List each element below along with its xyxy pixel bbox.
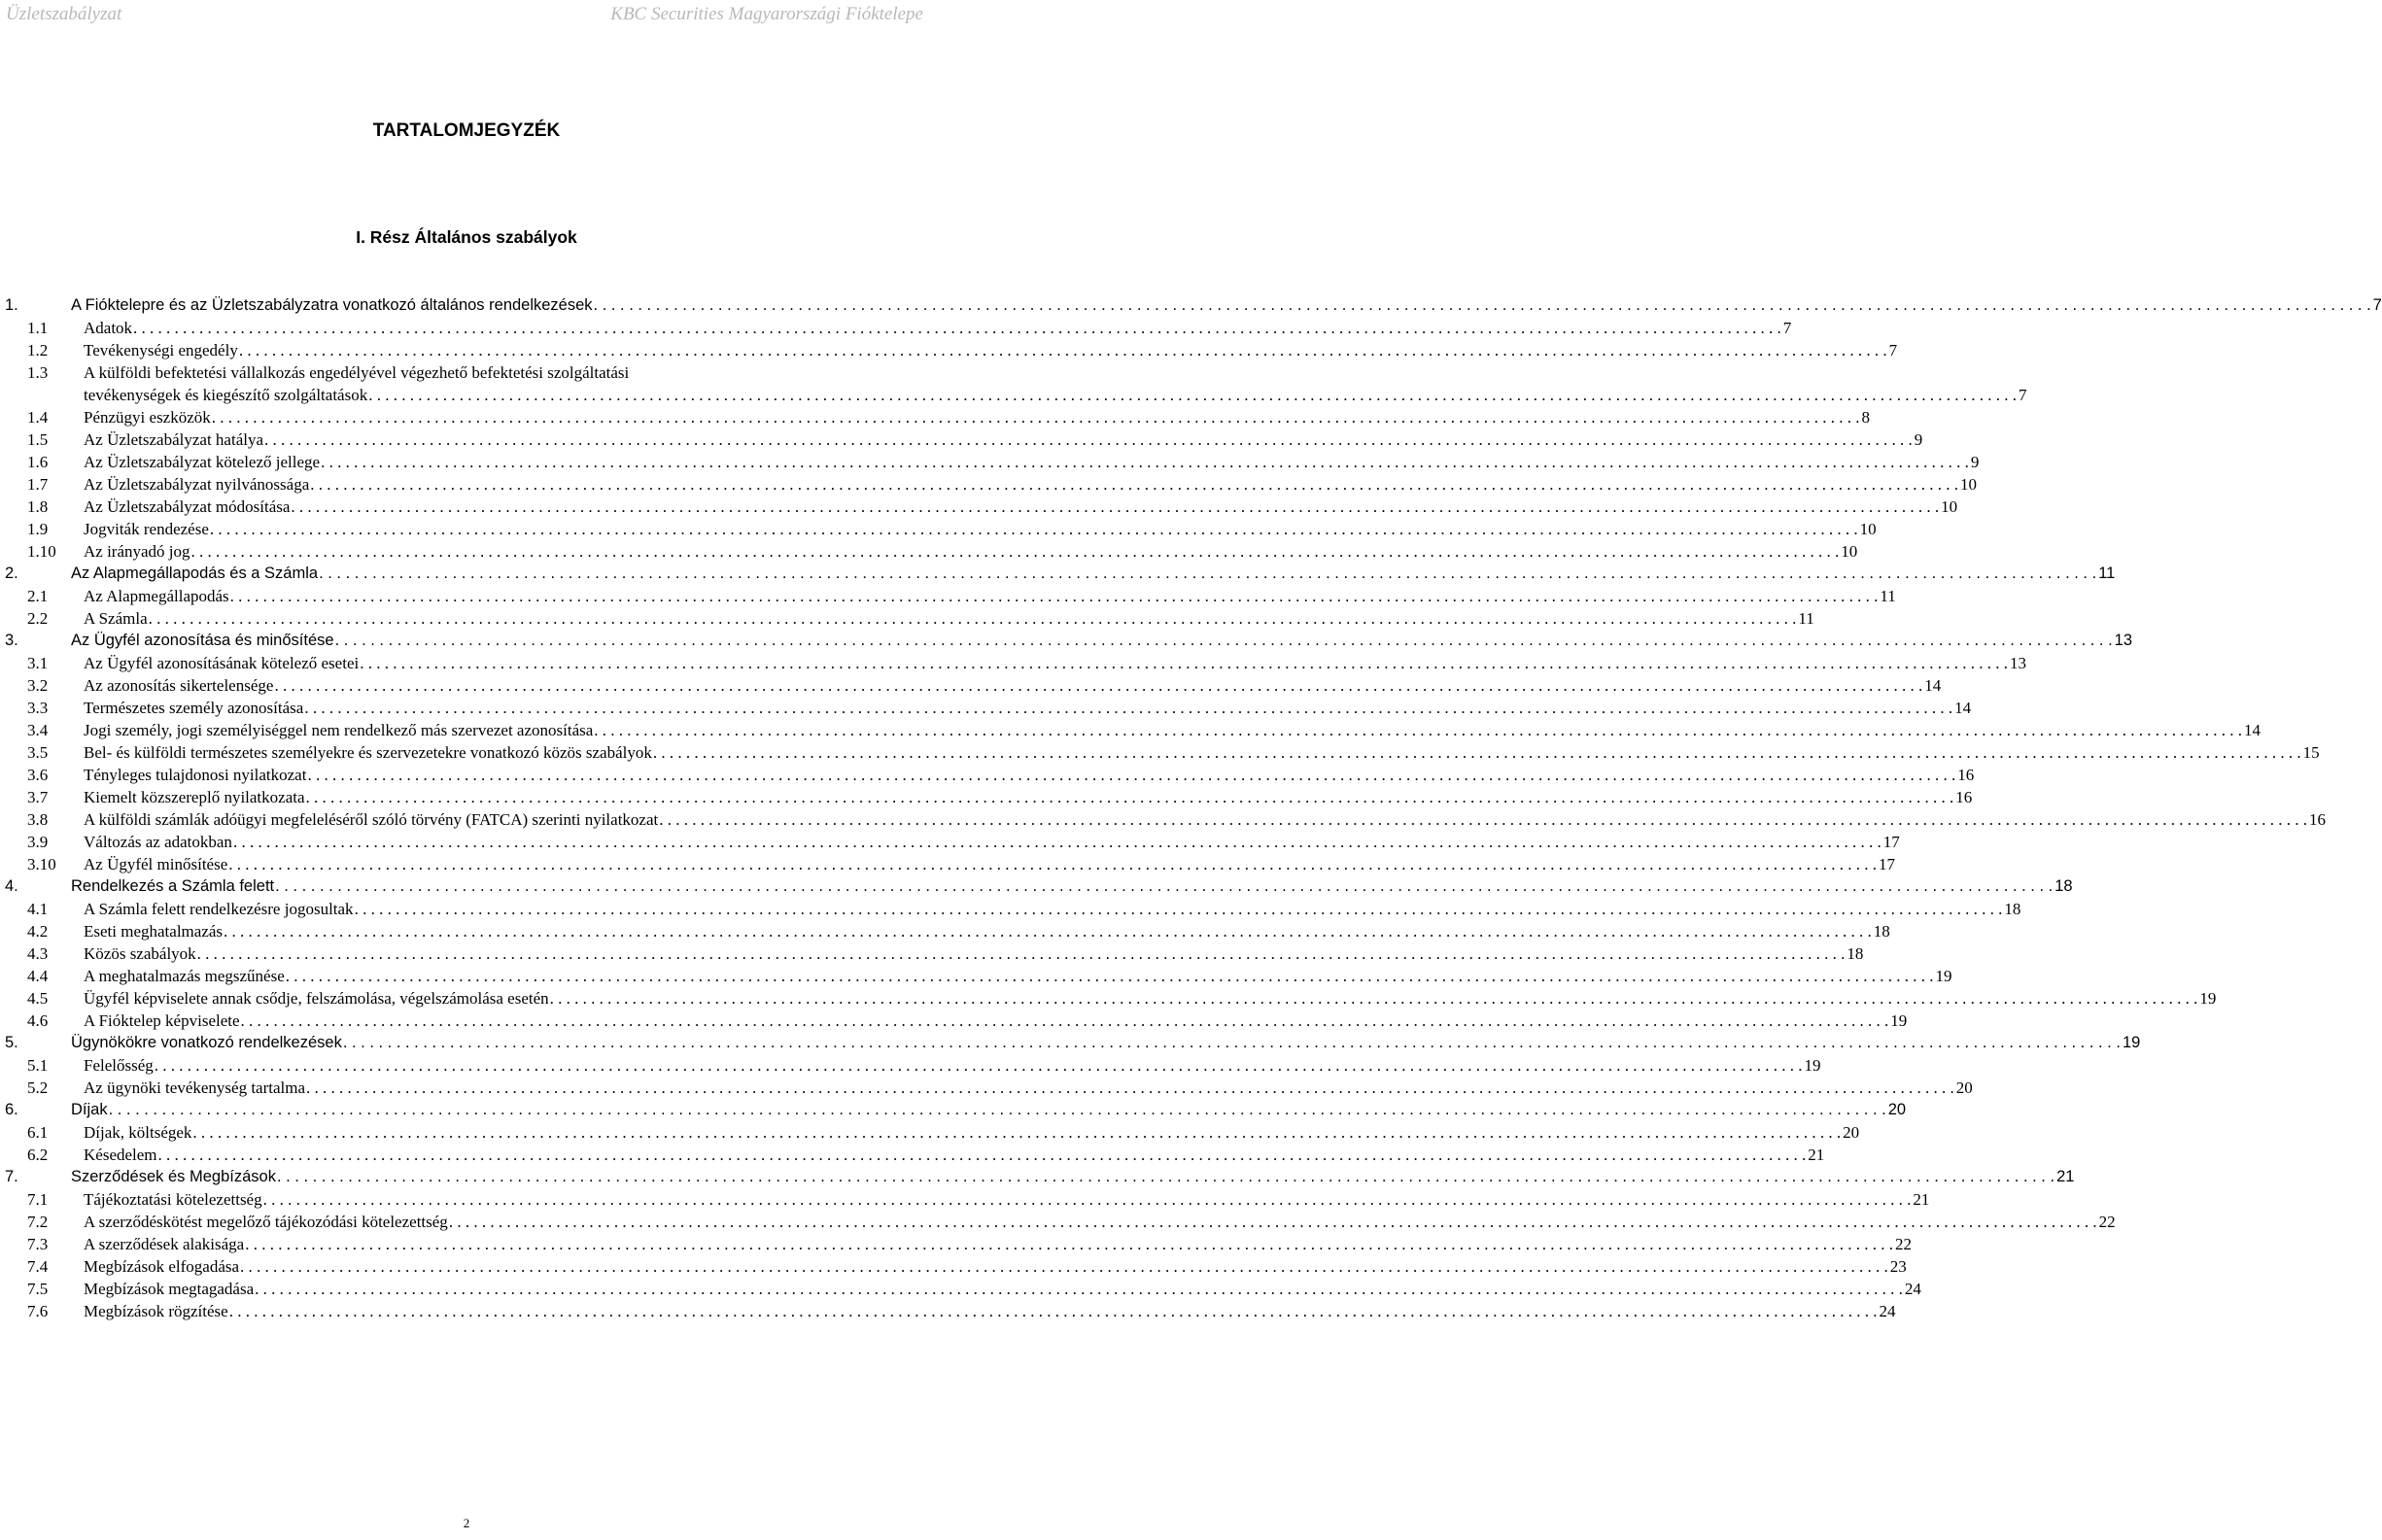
toc-entry-page: 7 <box>2372 296 2382 314</box>
toc-entry-title: Bel- és külföldi természetes személyekre és szervezetekre vonatkozó közös szabályok <box>84 743 652 762</box>
toc-entry-page: 21 <box>2056 1168 2075 1185</box>
toc-dot-leader: . . . . . . . . . . . . . . . . . . . . . . . . . . . . . . . . . . . . . . . . . . . . . . . . . . . . . . . . . . . . . . . . . . . . . . . . . . . . . . . . . . . . . . . . . . . . . . . . . . . . . . . . . . . . . . . . . . . . . . . . . . . . . . . . . . . . . . . . . . . . . . . . . . . . . . . . . . . . . . . . . . . . . . . . . . . . . . . . . . . . . . . . . . . . . . . . . . . . . . . . <box>304 699 1953 717</box>
toc-entry-title: Tevékenységi engedély <box>84 341 238 359</box>
toc-entry[interactable] <box>0 1188 1930 1211</box>
toc-dot-leader: . . . . . . . . . . . . . . . . . . . . . . . . . . . . . . . . . . . . . . . . . . . . . . . . . . . . . . . . . . . . . . . . . . . . . . . . . . . . . . . . . . . . . . . . . . . . . . . . . . . . . . . . . . . . . . . . . . . . . . . . . . . . . . . . . . . . . . . . . . . . . . . . . . . . . . . . . . . . . . . . . . . . . . . . . . . . . . . . . . . . . . . . . . . . . . . . . . . . . . . . <box>224 922 1872 941</box>
toc-dot-leader: . . . . . . . . . . . . . . . . . . . . . . . . . . . . . . . . . . . . . . . . . . . . . . . . . . . . . . . . . . . . . . . . . . . . . . . . . . . . . . . . . . . . . . . . . . . . . . . . . . . . . . . . . . . . . . . . . . . . . . . . . . . . . . . . . . . . . . . . . . . . . . . . . . . . . . . . . . . . . . . . . . . . . . . . . . . . . . . . . . . . . . . . . . . . . . . . . . . . . . . . <box>154 1056 1803 1075</box>
toc-dot-leader: . . . . . . . . . . . . . . . . . . . . . . . . . . . . . . . . . . . . . . . . . . . . . . . . . . . . . . . . . . . . . . . . . . . . . . . . . . . . . . . . . . . . . . . . . . . . . . . . . . . . . . . . . . . . . . . . . . . . . . . . . . . . . . . . . . . . . . . . . . . . . . . . . . . . . . . . . . . . . . . . . . . . . . . . . . . . . . . . . . . . . . . . . . . . . . . . . . . . . . . . <box>245 1235 1893 1253</box>
toc-entry[interactable] <box>0 808 2326 831</box>
toc-entry-number: 4.2 <box>27 922 49 941</box>
toc-dot-leader: . . . . . . . . . . . . . . . . . . . . . . . . . . . . . . . . . . . . . . . . . . . . . . . . . . . . . . . . . . . . . . . . . . . . . . . . . . . . . . . . . . . . . . . . . . . . . . . . . . . . . . . . . . . . . . . . . . . . . . . . . . . . . . . . . . . . . . . . . . . . . . . . . . . . . . . . . . . . . . . . . . . . . . . . . . . . . . . . . . . . . . . . . . . . . . . . . . . . . . . . <box>285 967 1934 985</box>
toc-dot-leader: . . . . . . . . . . . . . . . . . . . . . . . . . . . . . . . . . . . . . . . . . . . . . . . . . . . . . . . . . . . . . . . . . . . . . . . . . . . . . . . . . . . . . . . . . . . . . . . . . . . . . . . . . . . . . . . . . . . . . . . . . . . . . . . . . . . . . . . . . . . . . . . . . . . . . . . . . . . . . . . . . . . . . . . . . . . . . . . . . . . . . . . . . . . . . . . . . . . . . . . . <box>229 587 1879 605</box>
toc-entry[interactable] <box>0 764 1975 786</box>
toc-entry-page: 13 <box>2114 632 2133 649</box>
toc-entry-title: Változás az adatokban <box>84 833 232 851</box>
toc-entry-number: 1. <box>5 296 18 314</box>
toc-entry[interactable] <box>0 965 1952 987</box>
toc-entry-title: Az Ügyfél minősítése <box>84 855 228 873</box>
toc-entry-number: 6.2 <box>27 1146 49 1164</box>
toc-entry-page: 10 <box>1841 542 1858 561</box>
toc-entry[interactable] <box>0 630 2133 652</box>
toc-entry-title: Rendelkezés a Számla felett <box>71 877 275 895</box>
toc-entry[interactable] <box>0 1054 1821 1077</box>
toc-entry-number: 4.4 <box>27 967 49 985</box>
toc-dot-leader: . . . . . . . . . . . . . . . . . . . . . . . . . . . . . . . . . . . . . . . . . . . . . . . . . . . . . . . . . . . . . . . . . . . . . . . . . . . . . . . . . . . . . . . . . . . . . . . . . . . . . . . . . . . . . . . . . . . . . . . . . . . . . . . . . . . . . . . . . . . . . . . . . . . . . . . . . . . . . . . . . . . . . . . . . . . . . . . . . . . . . . . . . . . . . . . . . . . . . . . . <box>368 386 2017 404</box>
toc-entry[interactable] <box>0 518 1877 540</box>
toc-entry[interactable] <box>0 1233 1912 1255</box>
toc-entry[interactable] <box>0 942 1864 965</box>
toc-dot-leader: . . . . . . . . . . . . . . . . . . . . . . . . . . . . . . . . . . . . . . . . . . . . . . . . . . . . . . . . . . . . . . . . . . . . . . . . . . . . . . . . . . . . . . . . . . . . . . . . . . . . . . . . . . . . . . . . . . . . . . . . . . . . . . . . . . . . . . . . . . . . . . . . . . . . . . . . . . . . . . . . . . . . . . . . . . . . . . . . . . . . . . . . . . . . . . . . . . . . . . . . <box>276 1168 2055 1185</box>
toc-entry-page: 21 <box>1913 1190 1930 1209</box>
toc-dot-leader: . . . . . . . . . . . . . . . . . . . . . . . . . . . . . . . . . . . . . . . . . . . . . . . . . . . . . . . . . . . . . . . . . . . . . . . . . . . . . . . . . . . . . . . . . . . . . . . . . . . . . . . . . . . . . . . . . . . . . . . . . . . . . . . . . . . . . . . . . . . . . . . . . . . . . . . . . . . . . . . . . . . . . . . . . . . . . . . . . . . . . . . . . . . . . . . . . . . . . . . . <box>354 900 2003 918</box>
toc-dot-leader: . . . . . . . . . . . . . . . . . . . . . . . . . . . . . . . . . . . . . . . . . . . . . . . . . . . . . . . . . . . . . . . . . . . . . . . . . . . . . . . . . . . . . . . . . . . . . . . . . . . . . . . . . . . . . . . . . . . . . . . . . . . . . . . . . . . . . . . . . . . . . . . . . . . . . . . . . . . . . . . . . . . . . . . . . . . . . . . . . . . . . . . . . . . . . . . . . . . . . . . . <box>274 676 1923 695</box>
toc-entry-number: 3.6 <box>27 766 49 784</box>
toc-dot-leader: . . . . . . . . . . . . . . . . . . . . . . . . . . . . . . . . . . . . . . . . . . . . . . . . . . . . . . . . . . . . . . . . . . . . . . . . . . . . . . . . . . . . . . . . . . . . . . . . . . . . . . . . . . . . . . . . . . . . . . . . . . . . . . . . . . . . . . . . . . . . . . . . . . . . . . . . . . . . . . . . . . . . . . . . . . . . . . . . . . . . . . . . . . . . . . . . . . . . . . . . <box>319 565 2097 582</box>
toc-entry-title: Az azonosítás sikertelensége <box>84 676 274 695</box>
toc-entry-title: Az Üzletszabályzat nyilvánossága <box>84 475 310 494</box>
toc-entry-number: 1.1 <box>27 319 49 337</box>
toc-entry[interactable] <box>0 428 1923 451</box>
toc-entry-title: Az Alapmegállapodás <box>84 587 229 605</box>
toc-entry-page: 22 <box>1894 1235 1912 1253</box>
toc-entry-page: 16 <box>2308 810 2326 829</box>
toc-entry-title: Eseti meghatalmazás <box>84 922 224 941</box>
toc-entry-title: Adatok <box>84 319 133 337</box>
toc-entry-page: 19 <box>1935 967 1952 985</box>
toc-entry-title: A szerződések alakisága <box>84 1235 245 1253</box>
toc-dot-leader: . . . . . . . . . . . . . . . . . . . . . . . . . . . . . . . . . . . . . . . . . . . . . . . . . . . . . . . . . . . . . . . . . . . . . . . . . . . . . . . . . . . . . . . . . . . . . . . . . . . . . . . . . . . . . . . . . . . . . . . . . . . . . . . . . . . . . . . . . . . . . . . . . . . . . . . . . . . . . . . . . . . . . . . . . . . . . . . . . . . . . . . . . . . . . . . . . . . . . . . . <box>342 1034 2121 1051</box>
toc-entry[interactable] <box>0 786 1973 808</box>
toc-entry-title: Az Ügyfél azonosítása és minősítése <box>71 632 334 649</box>
toc-entry-number: 7.3 <box>27 1235 49 1253</box>
toc-entry[interactable] <box>0 1077 1973 1099</box>
toc-entry-page: 9 <box>1914 430 1923 449</box>
toc-entry-title: A Számla <box>84 609 148 628</box>
toc-entry-title: A szerződéskötést megelőző tájékozódási kötelezettség <box>84 1213 448 1231</box>
toc-dot-leader: . . . . . . . . . . . . . . . . . . . . . . . . . . . . . . . . . . . . . . . . . . . . . . . . . . . . . . . . . . . . . . . . . . . . . . . . . . . . . . . . . . . . . . . . . . . . . . . . . . . . . . . . . . . . . . . . . . . . . . . . . . . . . . . . . . . . . . . . . . . . . . . . . . . . . . . . . . . . . . . . . . . . . . . . . . . . . . . . . . . . . . . . . . . . . . . . . . . . . . . . <box>593 296 2371 314</box>
toc-dot-leader: . . . . . . . . . . . . . . . . . . . . . . . . . . . . . . . . . . . . . . . . . . . . . . . . . . . . . . . . . . . . . . . . . . . . . . . . . . . . . . . . . . . . . . . . . . . . . . . . . . . . . . . . . . . . . . . . . . . . . . . . . . . . . . . . . . . . . . . . . . . . . . . . . . . . . . . . . . . . . . . . . . . . . . . . . . . . . . . . . . . . . . . . . . . . . . . . . . . . . . . . <box>209 520 1858 538</box>
toc-entry[interactable] <box>0 719 2261 741</box>
toc-entry-page: 9 <box>1970 453 1980 471</box>
toc-entry-continuation[interactable] <box>0 361 933 384</box>
toc-entry-page: 7 <box>1782 319 1792 337</box>
toc-entry-title: Természetes személy azonosítása <box>84 699 304 717</box>
toc-dot-leader: . . . . . . . . . . . . . . . . . . . . . . . . . . . . . . . . . . . . . . . . . . . . . . . . . . . . . . . . . . . . . . . . . . . . . . . . . . . . . . . . . . . . . . . . . . . . . . . . . . . . . . . . . . . . . . . . . . . . . . . . . . . . . . . . . . . . . . . . . . . . . . . . . . . . . . . . . . . . . . . . . . . . . . . . . . . . . . . . . . . . . . . . . . . . . . . . . . . . . . . . <box>148 609 1797 628</box>
toc-entry-page: 18 <box>1847 944 1864 963</box>
toc-entry-title: A külföldi számlák adóügyi megfeleléséről szóló törvény (FATCA) szerinti nyilatkozat <box>84 810 659 829</box>
toc-dot-leader: . . . . . . . . . . . . . . . . . . . . . . . . . . . . . . . . . . . . . . . . . . . . . . . . . . . . . . . . . . . . . . . . . . . . . . . . . . . . . . . . . . . . . . . . . . . . . . . . . . . . . . . . . . . . . . . . . . . . . . . . . . . . . . . . . . . . . . . . . . . . . . . . . . . . . . . . . . . . . . . . . . . . . . . . . . . . . . . . . . . . . . . . . . . . . . . . . . . . . . . . <box>238 341 1887 359</box>
toc-entry[interactable] <box>0 1300 1896 1322</box>
toc-entry-number: 5.1 <box>27 1056 49 1075</box>
toc-entry-title: Díjak, költségek <box>84 1123 192 1142</box>
toc-entry-number: 6.1 <box>27 1123 49 1142</box>
toc-dot-leader: . . . . . . . . . . . . . . . . . . . . . . . . . . . . . . . . . . . . . . . . . . . . . . . . . . . . . . . . . . . . . . . . . . . . . . . . . . . . . . . . . . . . . . . . . . . . . . . . . . . . . . . . . . . . . . . . . . . . . . . . . . . . . . . . . . . . . . . . . . . . . . . . . . . . . . . . . . . . . . . . . . . . . . . . . . . . . . . . . . . . . . . . . . . . . . . . . . . . . . . . <box>652 743 2301 762</box>
toc-entry-page: 7 <box>1888 341 1898 359</box>
toc-entry-page: 23 <box>1889 1257 1907 1276</box>
toc-entry-number: 7.1 <box>27 1190 49 1209</box>
running-header <box>6 4 923 25</box>
toc-entry-number: 3.1 <box>27 654 49 672</box>
toc-entry-title: A Fióktelepre és az Üzletszabályzatra vonatkozó általános rendelkezések <box>71 296 593 314</box>
toc-entry[interactable] <box>0 831 1900 853</box>
toc-entry-title: Kiemelt közszereplő nyilatkozata <box>84 788 305 806</box>
toc-entry-title: A Számla felett rendelkezésre jogosultak <box>84 900 354 918</box>
toc-entry-number: 1.6 <box>27 453 49 471</box>
toc-entry-page: 11 <box>1880 587 1896 605</box>
toc-entry-page: 22 <box>2098 1213 2116 1231</box>
toc-entry-page: 19 <box>2199 989 2217 1008</box>
toc-dot-leader: . . . . . . . . . . . . . . . . . . . . . . . . . . . . . . . . . . . . . . . . . . . . . . . . . . . . . . . . . . . . . . . . . . . . . . . . . . . . . . . . . . . . . . . . . . . . . . . . . . . . . . . . . . . . . . . . . . . . . . . . . . . . . . . . . . . . . . . . . . . . . . . . . . . . . . . . . . . . . . . . . . . . . . . . . . . . . . . . . . . . . . . . . . . . . . . . . . . . . . . . <box>448 1213 2097 1231</box>
page-number: 2 <box>463 1516 470 1530</box>
toc-entry[interactable] <box>0 898 2021 920</box>
toc-entry-number: 3. <box>5 632 18 649</box>
toc-entry-page: 17 <box>1879 855 1895 873</box>
toc-entry-number: 4.3 <box>27 944 49 963</box>
toc-entry-title: Az Üzletszabályzat módosítása <box>84 497 291 516</box>
toc-dot-leader: . . . . . . . . . . . . . . . . . . . . . . . . . . . . . . . . . . . . . . . . . . . . . . . . . . . . . . . . . . . . . . . . . . . . . . . . . . . . . . . . . . . . . . . . . . . . . . . . . . . . . . . . . . . . . . . . . . . . . . . . . . . . . . . . . . . . . . . . . . . . . . . . . . . . . . . . . . . . . . . . . . . . . . . . . . . . . . . . . . . . . . . . . . . . . . . . . . . . . . . . <box>310 475 1958 494</box>
toc-entry[interactable] <box>0 674 1942 697</box>
toc-entry-number: 1.3 <box>27 363 49 382</box>
toc-entry-page: 14 <box>1954 699 1972 717</box>
toc-entry[interactable] <box>0 451 1980 473</box>
toc-entry-number: 4.5 <box>27 989 49 1008</box>
toc-entry-number: 1.5 <box>27 430 49 449</box>
toc-dot-leader: . . . . . . . . . . . . . . . . . . . . . . . . . . . . . . . . . . . . . . . . . . . . . . . . . . . . . . . . . . . . . . . . . . . . . . . . . . . . . . . . . . . . . . . . . . . . . . . . . . . . . . . . . . . . . . . . . . . . . . . . . . . . . . . . . . . . . . . . . . . . . . . . . . . . . . . . . . . . . . . . . . . . . . . . . . . . . . . . . . . . . . . . . . . . . . . . . . . . . . . . <box>264 430 1913 449</box>
toc-entry-number: 3.2 <box>27 676 49 695</box>
toc-entry-number: 1.4 <box>27 408 49 427</box>
toc-entry-number: 3.10 <box>27 855 56 873</box>
toc-entry-page: 24 <box>1879 1302 1896 1320</box>
toc-entry-page: 18 <box>1873 922 1890 941</box>
toc-entry-page: 18 <box>2054 877 2073 895</box>
toc-dot-leader: . . . . . . . . . . . . . . . . . . . . . . . . . . . . . . . . . . . . . . . . . . . . . . . . . . . . . . . . . . . . . . . . . . . . . . . . . . . . . . . . . . . . . . . . . . . . . . . . . . . . . . . . . . . . . . . . . . . . . . . . . . . . . . . . . . . . . . . . . . . . . . . . . . . . . . . . . . . . . . . . . . . . . . . . . . . . . . . . . . . . . . . . . . . . . . . . . . . . . . . . <box>240 1257 1888 1276</box>
toc-entry-number: 6. <box>5 1101 18 1118</box>
toc-entry[interactable] <box>0 1255 1907 1278</box>
toc-entry-title: Közös szabályok <box>84 944 196 963</box>
toc-dot-leader: . . . . . . . . . . . . . . . . . . . . . . . . . . . . . . . . . . . . . . . . . . . . . . . . . . . . . . . . . . . . . . . . . . . . . . . . . . . . . . . . . . . . . . . . . . . . . . . . . . . . . . . . . . . . . . . . . . . . . . . . . . . . . . . . . . . . . . . . . . . . . . . . . . . . . . . . . . . . . . . . . . . . . . . . . . . . . . . . . . . . . . . . . . . . . . . . . . . . . . . . <box>275 877 2054 895</box>
toc-entry-title: Az ügynöki tevékenység tartalma <box>84 1078 306 1097</box>
toc-entry-number: 3.3 <box>27 699 49 717</box>
toc-entry[interactable] <box>0 652 2026 674</box>
toc-entry-page: 10 <box>1960 475 1977 494</box>
toc-entry-title: Az Üzletszabályzat kötelező jellege <box>84 453 321 471</box>
toc-entry[interactable] <box>0 875 2073 898</box>
toc-dot-leader: . . . . . . . . . . . . . . . . . . . . . . . . . . . . . . . . . . . . . . . . . . . . . . . . . . . . . . . . . . . . . . . . . . . . . . . . . . . . . . . . . . . . . . . . . . . . . . . . . . . . . . . . . . . . . . . . . . . . . . . . . . . . . . . . . . . . . . . . . . . . . . . . . . . . . . . . . . . . . . . . . . . . . . . . . . . . . . . . . . . . . . . . . . . . . . . . . . . . . . . . <box>334 632 2113 649</box>
toc-dot-leader: . . . . . . . . . . . . . . . . . . . . . . . . . . . . . . . . . . . . . . . . . . . . . . . . . . . . . . . . . . . . . . . . . . . . . . . . . . . . . . . . . . . . . . . . . . . . . . . . . . . . . . . . . . . . . . . . . . . . . . . . . . . . . . . . . . . . . . . . . . . . . . . . . . . . . . . . . . . . . . . . . . . . . . . . . . . . . . . . . . . . . . . . . . . . . . . . . . . . . . . . <box>255 1280 1903 1298</box>
toc-entry-title: Megbízások elfogadása <box>84 1257 240 1276</box>
toc-entry-title: Tényleges tulajdonosi nyilatkozat <box>84 766 307 784</box>
toc-dot-leader: . . . . . . . . . . . . . . . . . . . . . . . . . . . . . . . . . . . . . . . . . . . . . . . . . . . . . . . . . . . . . . . . . . . . . . . . . . . . . . . . . . . . . . . . . . . . . . . . . . . . . . . . . . . . . . . . . . . . . . . . . . . . . . . . . . . . . . . . . . . . . . . . . . . . . . . . . . . . . . . . . . . . . . . . . . . . . . . . . . . . . . . . . . . . . . . . . . . . . . . . <box>305 788 1954 806</box>
toc-entry-title: Pénzügyi eszközök <box>84 408 211 427</box>
toc-entry[interactable] <box>0 853 1895 875</box>
toc-entry-number: 4.6 <box>27 1011 49 1030</box>
toc-dot-leader: . . . . . . . . . . . . . . . . . . . . . . . . . . . . . . . . . . . . . . . . . . . . . . . . . . . . . . . . . . . . . . . . . . . . . . . . . . . . . . . . . . . . . . . . . . . . . . . . . . . . . . . . . . . . . . . . . . . . . . . . . . . . . . . . . . . . . . . . . . . . . . . . . . . . . . . . . . . . . . . . . . . . . . . . . . . . . . . . . . . . . . . . . . . . . . . . . . . . . . . . <box>211 408 1860 427</box>
part-title: I. Rész Általános szabályok <box>356 227 577 247</box>
toc-entry[interactable] <box>0 317 1792 339</box>
toc-entry-page: 16 <box>1955 788 1973 806</box>
toc-entry-number: 1.2 <box>27 341 49 359</box>
toc-entry-title: A meghatalmazás megszűnése <box>84 967 285 985</box>
toc-dot-leader: . . . . . . . . . . . . . . . . . . . . . . . . . . . . . . . . . . . . . . . . . . . . . . . . . . . . . . . . . . . . . . . . . . . . . . . . . . . . . . . . . . . . . . . . . . . . . . . . . . . . . . . . . . . . . . . . . . . . . . . . . . . . . . . . . . . . . . . . . . . . . . . . . . . . . . . . . . . . . . . . . . . . . . . . . . . . . . . . . . . . . . . . . . . . . . . . . . . . . . . . <box>321 453 1969 471</box>
toc-entry[interactable] <box>0 339 1898 361</box>
toc-entry[interactable] <box>0 920 1890 942</box>
toc-entry-page: 8 <box>1861 408 1871 427</box>
toc-entry-page: 13 <box>2009 654 2026 672</box>
toc-entry-number: 4. <box>5 877 18 895</box>
toc-entry[interactable] <box>0 1211 2116 1233</box>
toc-entry-page: 20 <box>1843 1123 1860 1142</box>
toc-entry-page: 21 <box>1808 1146 1825 1164</box>
toc-entry-number: 2. <box>5 565 18 582</box>
toc-entry-title: tevékenységek és kiegészítő szolgáltatások <box>84 386 368 404</box>
toc-entry[interactable] <box>0 540 1858 563</box>
toc-entry[interactable] <box>0 294 2382 317</box>
toc-entry[interactable] <box>0 1278 1921 1300</box>
toc-entry[interactable] <box>0 496 1958 518</box>
toc-entry-number: 7.5 <box>27 1280 49 1298</box>
toc-entry-title: Ügynökökre vonatkozó rendelkezések <box>71 1034 342 1051</box>
toc-entry[interactable] <box>0 697 1972 719</box>
toc-dot-leader: . . . . . . . . . . . . . . . . . . . . . . . . . . . . . . . . . . . . . . . . . . . . . . . . . . . . . . . . . . . . . . . . . . . . . . . . . . . . . . . . . . . . . . . . . . . . . . . . . . . . . . . . . . . . . . . . . . . . . . . . . . . . . . . . . . . . . . . . . . . . . . . . . . . . . . . . . . . . . . . . . . . . . . . . . . . . . . . . . . . . . . . . . . . . . . . . . . . . . . . . <box>190 542 1840 561</box>
toc-entry-title: Tájékoztatási kötelezettség <box>84 1190 262 1209</box>
toc-dot-leader: . . . . . . . . . . . . . . . . . . . . . . . . . . . . . . . . . . . . . . . . . . . . . . . . . . . . . . . . . . . . . . . . . . . . . . . . . . . . . . . . . . . . . . . . . . . . . . . . . . . . . . . . . . . . . . . . . . . . . . . . . . . . . . . . . . . . . . . . . . . . . . . . . . . . . . . . . . . . . . . . . . . . . . . . . . . . . . . . . . . . . . . . . . . . . . . . . . . . . . . . <box>228 1302 1878 1320</box>
toc-entry-number: 3.5 <box>27 743 49 762</box>
toc-entry-number: 1.10 <box>27 542 56 561</box>
toc-entry-page: 19 <box>1804 1056 1821 1075</box>
toc-entry[interactable] <box>0 384 2027 406</box>
toc-entry-page: 16 <box>1957 766 1975 784</box>
toc-entry-title: Felelősség <box>84 1056 154 1075</box>
toc-entry-number: 4.1 <box>27 900 49 918</box>
toc-entry-page: 20 <box>1955 1078 1973 1097</box>
toc-entry-page: 15 <box>2302 743 2320 762</box>
toc-entry-page: 14 <box>1924 676 1942 695</box>
toc-entry-number: 1.7 <box>27 475 49 494</box>
toc-dot-leader: . . . . . . . . . . . . . . . . . . . . . . . . . . . . . . . . . . . . . . . . . . . . . . . . . . . . . . . . . . . . . . . . . . . . . . . . . . . . . . . . . . . . . . . . . . . . . . . . . . . . . . . . . . . . . . . . . . . . . . . . . . . . . . . . . . . . . . . . . . . . . . . . . . . . . . . . . . . . . . . . . . . . . . . . . . . . . . . . . . . . . . . . . . . . . . . . . . . . . . . . <box>360 654 2008 672</box>
toc-entry-number: 7.6 <box>27 1302 49 1320</box>
toc-dot-leader: . . . . . . . . . . . . . . . . . . . . . . . . . . . . . . . . . . . . . . . . . . . . . . . . . . . . . . . . . . . . . . . . . . . . . . . . . . . . . . . . . . . . . . . . . . . . . . . . . . . . . . . . . . . . . . . . . . . . . . . . . . . . . . . . . . . . . . . . . . . . . . . . . . . . . . . . . . . . . . . . . . . . . . . . . . . . . . . . . . . . . . . . . . . . . . . . . . . . . . . . <box>306 1078 1954 1097</box>
toc-dot-leader: . . . . . . . . . . . . . . . . . . . . . . . . . . . . . . . . . . . . . . . . . . . . . . . . . . . . . . . . . . . . . . . . . . . . . . . . . . . . . . . . . . . . . . . . . . . . . . . . . . . . . . . . . . . . . . . . . . . . . . . . . . . . . . . . . . . . . . . . . . . . . . . . . . . . . . . . . . . . . . . . . . . . . . . . . . . . . . . . . . . . . . . . . . . . . . . . . . . . . . . . <box>157 1146 1807 1164</box>
toc-entry-number: 3.9 <box>27 833 49 851</box>
toc-dot-leader: . . . . . . . . . . . . . . . . . . . . . . . . . . . . . . . . . . . . . . . . . . . . . . . . . . . . . . . . . . . . . . . . . . . . . . . . . . . . . . . . . . . . . . . . . . . . . . . . . . . . . . . . . . . . . . . . . . . . . . . . . . . . . . . . . . . . . . . . . . . . . . . . . . . . . . . . . . . . . . . . . . . . . . . . . . . . . . . . . . . . . . . . . . . . . . . . . . . . . . . . <box>594 721 2243 739</box>
toc-entry[interactable] <box>0 1032 2141 1054</box>
toc-entry[interactable] <box>0 406 1871 428</box>
toc-dot-leader: . . . . . . . . . . . . . . . . . . . . . . . . . . . . . . . . . . . . . . . . . . . . . . . . . . . . . . . . . . . . . . . . . . . . . . . . . . . . . . . . . . . . . . . . . . . . . . . . . . . . . . . . . . . . . . . . . . . . . . . . . . . . . . . . . . . . . . . . . . . . . . . . . . . . . . . . . . . . . . . . . . . . . . . . . . . . . . . . . . . . . . . . . . . . . . . . . . . . . . . . <box>108 1101 1886 1118</box>
toc-entry-number: 5. <box>5 1034 18 1051</box>
toc-entry-title: Szerződések és Megbízások <box>71 1168 276 1185</box>
toc-entry[interactable] <box>0 585 1896 607</box>
toc-entry-page: 20 <box>1887 1101 1907 1118</box>
toc-title: TARTALOMJEGYZÉK <box>372 120 561 141</box>
toc-entry-title: A Fióktelep képviselete <box>84 1011 240 1030</box>
header-company-name: KBC Securities Magyarországi Fióktelepe <box>610 4 923 24</box>
toc-entry-number: 7.4 <box>27 1257 49 1276</box>
toc-entry[interactable] <box>0 1121 1860 1144</box>
toc-dot-leader: . . . . . . . . . . . . . . . . . . . . . . . . . . . . . . . . . . . . . . . . . . . . . . . . . . . . . . . . . . . . . . . . . . . . . . . . . . . . . . . . . . . . . . . . . . . . . . . . . . . . . . . . . . . . . . . . . . . . . . . . . . . . . . . . . . . . . . . . . . . . . . . . . . . . . . . . . . . . . . . . . . . . . . . . . . . . . . . . . . . . . . . . . . . . . . . . . . . . . . . . <box>659 810 2307 829</box>
toc-entry-page: 19 <box>2122 1034 2141 1051</box>
toc-entry-page: 14 <box>2244 721 2261 739</box>
toc-entry-title: Jogi személy, jogi személyiséggel nem rendelkező más szervezet azonosítása <box>84 721 594 739</box>
toc-dot-leader: . . . . . . . . . . . . . . . . . . . . . . . . . . . . . . . . . . . . . . . . . . . . . . . . . . . . . . . . . . . . . . . . . . . . . . . . . . . . . . . . . . . . . . . . . . . . . . . . . . . . . . . . . . . . . . . . . . . . . . . . . . . . . . . . . . . . . . . . . . . . . . . . . . . . . . . . . . . . . . . . . . . . . . . . . . . . . . . . . . . . . . . . . . . . . . . . . . . . . . . . <box>192 1123 1842 1142</box>
toc-entry-title: Az Ügyfél azonosításának kötelező esetei <box>84 654 360 672</box>
toc-entry[interactable] <box>0 1166 2075 1188</box>
toc-entry-page: 11 <box>2098 565 2116 582</box>
toc-entry-title: Az Alapmegállapodás és a Számla <box>71 565 319 582</box>
toc-entry[interactable] <box>0 607 1814 630</box>
toc-entry-page: 24 <box>1904 1280 1921 1298</box>
toc-entry-title: Az Üzletszabályzat hatálya <box>84 430 264 449</box>
toc-dot-leader: . . . . . . . . . . . . . . . . . . . . . . . . . . . . . . . . . . . . . . . . . . . . . . . . . . . . . . . . . . . . . . . . . . . . . . . . . . . . . . . . . . . . . . . . . . . . . . . . . . . . . . . . . . . . . . . . . . . . . . . . . . . . . . . . . . . . . . . . . . . . . . . . . . . . . . . . . . . . . . . . . . . . . . . . . . . . . . . . . . . . . . . . . . . . . . . . . . . . . . . . <box>307 766 1956 784</box>
toc-entry-title: Jogviták rendezése <box>84 520 209 538</box>
toc-entry-number: 1.8 <box>27 497 49 516</box>
toc-entry-page: 10 <box>1859 520 1877 538</box>
toc-entry-page: 18 <box>2004 900 2021 918</box>
toc-entry-number: 3.4 <box>27 721 49 739</box>
toc-entry[interactable] <box>0 741 2320 764</box>
toc-entry-number: 5.2 <box>27 1078 49 1097</box>
toc-entry-number: 3.8 <box>27 810 49 829</box>
toc-dot-leader: . . . . . . . . . . . . . . . . . . . . . . . . . . . . . . . . . . . . . . . . . . . . . . . . . . . . . . . . . . . . . . . . . . . . . . . . . . . . . . . . . . . . . . . . . . . . . . . . . . . . . . . . . . . . . . . . . . . . . . . . . . . . . . . . . . . . . . . . . . . . . . . . . . . . . . . . . . . . . . . . . . . . . . . . . . . . . . . . . . . . . . . . . . . . . . . . . . . . . . . . <box>291 497 1940 516</box>
toc-entry-title: Megbízások megtagadása <box>84 1280 255 1298</box>
toc-entry-title: Megbízások rögzítése <box>84 1302 228 1320</box>
toc-entry[interactable] <box>0 1144 1825 1166</box>
toc-dot-leader: . . . . . . . . . . . . . . . . . . . . . . . . . . . . . . . . . . . . . . . . . . . . . . . . . . . . . . . . . . . . . . . . . . . . . . . . . . . . . . . . . . . . . . . . . . . . . . . . . . . . . . . . . . . . . . . . . . . . . . . . . . . . . . . . . . . . . . . . . . . . . . . . . . . . . . . . . . . . . . . . . . . . . . . . . . . . . . . . . . . . . . . . . . . . . . . . . . . . . . . . <box>549 989 2198 1008</box>
toc-entry[interactable] <box>0 987 2217 1010</box>
toc-entry-number: 3.7 <box>27 788 49 806</box>
toc-entry-number: 1.9 <box>27 520 49 538</box>
toc-entry[interactable] <box>0 473 1977 496</box>
toc-dot-leader: . . . . . . . . . . . . . . . . . . . . . . . . . . . . . . . . . . . . . . . . . . . . . . . . . . . . . . . . . . . . . . . . . . . . . . . . . . . . . . . . . . . . . . . . . . . . . . . . . . . . . . . . . . . . . . . . . . . . . . . . . . . . . . . . . . . . . . . . . . . . . . . . . . . . . . . . . . . . . . . . . . . . . . . . . . . . . . . . . . . . . . . . . . . . . . . . . . . . . . . . <box>228 855 1877 873</box>
toc-dot-leader: . . . . . . . . . . . . . . . . . . . . . . . . . . . . . . . . . . . . . . . . . . . . . . . . . . . . . . . . . . . . . . . . . . . . . . . . . . . . . . . . . . . . . . . . . . . . . . . . . . . . . . . . . . . . . . . . . . . . . . . . . . . . . . . . . . . . . . . . . . . . . . . . . . . . . . . . . . . . . . . . . . . . . . . . . . . . . . . . . . . . . . . . . . . . . . . . . . . . . . . . <box>196 944 1846 963</box>
table-of-contents <box>0 294 2382 1322</box>
header-document-name: Üzletszabályzat <box>6 4 122 24</box>
toc-dot-leader: . . . . . . . . . . . . . . . . . . . . . . . . . . . . . . . . . . . . . . . . . . . . . . . . . . . . . . . . . . . . . . . . . . . . . . . . . . . . . . . . . . . . . . . . . . . . . . . . . . . . . . . . . . . . . . . . . . . . . . . . . . . . . . . . . . . . . . . . . . . . . . . . . . . . . . . . . . . . . . . . . . . . . . . . . . . . . . . . . . . . . . . . . . . . . . . . . . . . . . . . <box>133 319 1781 337</box>
toc-entry-title: Ügyfél képviselete annak csődje, felszámolása, végelszámolása esetén <box>84 989 549 1008</box>
toc-entry-title: Az irányadó jog <box>84 542 190 561</box>
toc-entry-number: 2.2 <box>27 609 49 628</box>
toc-entry-title: Díjak <box>71 1101 108 1118</box>
toc-entry-page: 11 <box>1798 609 1814 628</box>
toc-entry-page: 19 <box>1890 1011 1908 1030</box>
toc-entry-page: 10 <box>1941 497 1958 516</box>
toc-entry-number: 7. <box>5 1168 18 1185</box>
toc-entry-number: 2.1 <box>27 587 49 605</box>
toc-entry-number: 7.2 <box>27 1213 49 1231</box>
toc-entry-title: Késedelem <box>84 1146 157 1164</box>
toc-entry[interactable] <box>0 1099 1907 1121</box>
toc-dot-leader: . . . . . . . . . . . . . . . . . . . . . . . . . . . . . . . . . . . . . . . . . . . . . . . . . . . . . . . . . . . . . . . . . . . . . . . . . . . . . . . . . . . . . . . . . . . . . . . . . . . . . . . . . . . . . . . . . . . . . . . . . . . . . . . . . . . . . . . . . . . . . . . . . . . . . . . . . . . . . . . . . . . . . . . . . . . . . . . . . . . . . . . . . . . . . . . . . . . . . . . . <box>240 1011 1889 1030</box>
toc-entry-page: 17 <box>1882 833 1900 851</box>
toc-entry-title: A külföldi befektetési vállalkozás engedélyével végezhető befektetési szolgáltatási <box>84 363 630 382</box>
toc-entry[interactable] <box>0 1010 1908 1032</box>
toc-entry-page: 7 <box>2018 386 2027 404</box>
toc-dot-leader: . . . . . . . . . . . . . . . . . . . . . . . . . . . . . . . . . . . . . . . . . . . . . . . . . . . . . . . . . . . . . . . . . . . . . . . . . . . . . . . . . . . . . . . . . . . . . . . . . . . . . . . . . . . . . . . . . . . . . . . . . . . . . . . . . . . . . . . . . . . . . . . . . . . . . . . . . . . . . . . . . . . . . . . . . . . . . . . . . . . . . . . . . . . . . . . . . . . . . . . . <box>262 1190 1912 1209</box>
toc-entry[interactable] <box>0 563 2116 585</box>
toc-dot-leader: . . . . . . . . . . . . . . . . . . . . . . . . . . . . . . . . . . . . . . . . . . . . . . . . . . . . . . . . . . . . . . . . . . . . . . . . . . . . . . . . . . . . . . . . . . . . . . . . . . . . . . . . . . . . . . . . . . . . . . . . . . . . . . . . . . . . . . . . . . . . . . . . . . . . . . . . . . . . . . . . . . . . . . . . . . . . . . . . . . . . . . . . . . . . . . . . . . . . . . . . <box>232 833 1881 851</box>
